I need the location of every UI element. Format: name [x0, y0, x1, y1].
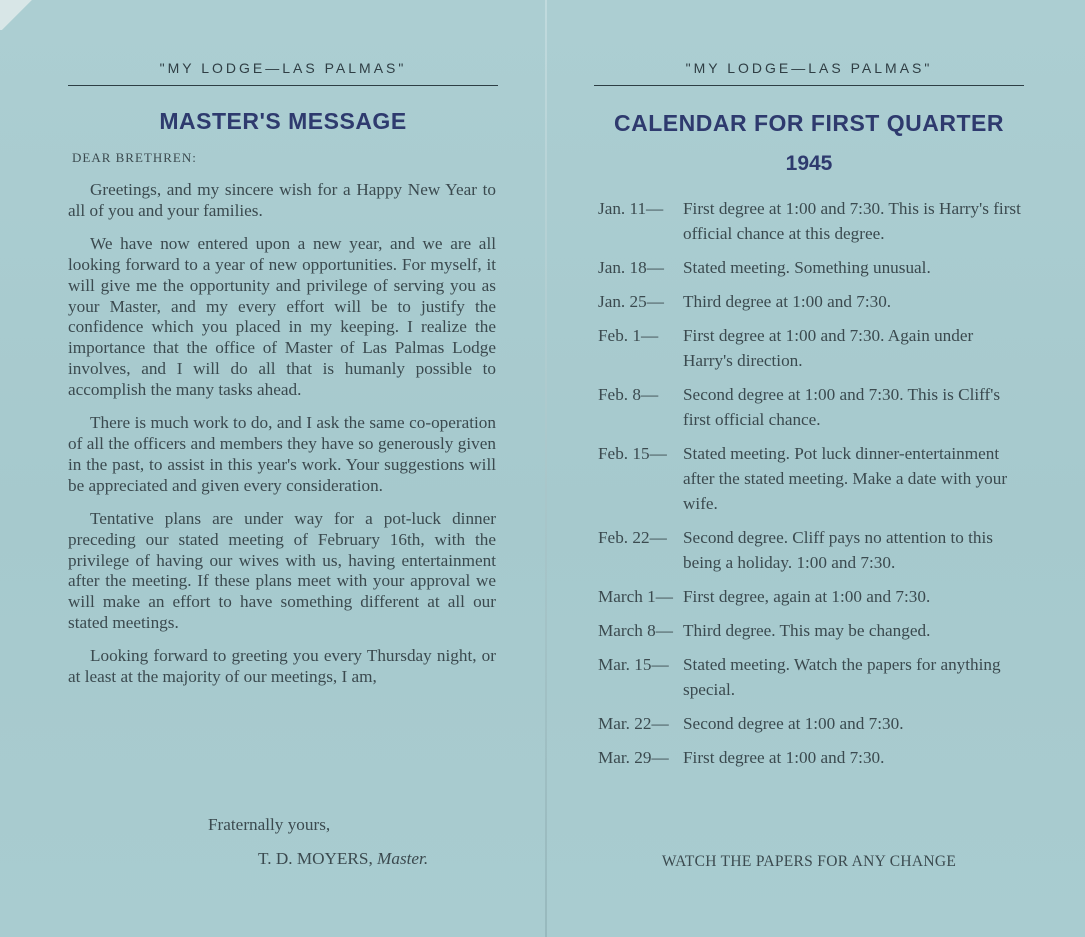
entry-date: Jan. 18— — [598, 258, 664, 277]
lodge-header: "MY LODGE—LAS PALMAS" — [685, 60, 933, 76]
entry-date: Mar. 29— — [598, 748, 669, 767]
entry-text: First degree at 1:00 and 7:30. — [683, 748, 885, 767]
header-rule — [594, 85, 1024, 86]
entry-date: Feb. 15— — [598, 444, 667, 463]
calendar-entry — [594, 711, 1024, 736]
folded-corner — [0, 0, 40, 30]
entry-date: Feb. 22— — [598, 528, 667, 547]
entry-text: Stated meeting. Pot luck dinner-entertainment after the stated meeting. Make a date with your wife. — [683, 444, 1008, 513]
calendar-entry — [594, 323, 1024, 373]
entry-text: Second degree at 1:00 and 7:30. — [683, 714, 904, 733]
signature — [258, 849, 428, 869]
paragraph: Greetings, and my sincere wish for a Happy New Year to all of you and your families. — [68, 180, 496, 220]
calendar-title: CALENDAR FOR FIRST QUARTER — [614, 110, 1004, 136]
calendar-entry — [594, 652, 1024, 702]
salutation: DEAR BRETHREN: — [72, 150, 197, 165]
footer-note: WATCH THE PAPERS FOR ANY CHANGE — [661, 853, 957, 870]
header-rule — [68, 85, 498, 86]
entry-date: Jan. 11— — [598, 199, 664, 218]
paragraph: We have now entered upon a new year, and we are all looking forward to a year of new opportunities. For myself, it will give me the opportunity and privilege of serving you as your Master, and my every effort will be to justify the confidence which you placed in my keeping. I realize the importance that the office of Master of Las Palmas Lodge involves, and I will do all that is humanly possible to accomplish the many tasks ahead. — [68, 233, 496, 400]
calendar-entry — [594, 584, 1024, 609]
page-title: MASTER'S MESSAGE — [159, 108, 407, 134]
calendar-entry — [594, 525, 1024, 575]
calendar-list — [594, 196, 1024, 779]
entry-text: First degree at 1:00 and 7:30. Again under Harry's direction. — [683, 326, 974, 370]
calendar-entry — [594, 618, 1024, 643]
paragraph: Tentative plans are under way for a pot-luck dinner preceding our stated meeting of February 16th, with the privilege of having our wives with us, having entertainment after the meeting. If these plans meet with your approval we will make an effort to have something different at all our stated meetings. — [68, 508, 496, 633]
entry-date: Feb. 8— — [598, 385, 659, 404]
calendar-year: 1945 — [785, 152, 833, 175]
entry-date: Jan. 25— — [598, 292, 664, 311]
entry-text: Third degree at 1:00 and 7:30. — [683, 292, 892, 311]
entry-date: March 1— — [598, 587, 673, 606]
entry-text: Stated meeting. Something unusual. — [683, 258, 931, 277]
calendar-entry — [594, 196, 1024, 246]
paragraph: There is much work to do, and I ask the same co-operation of all the officers and members they have so generously given in the past, to assist in this year's work. Your suggestions will be appreciated and given every consideration. — [68, 413, 496, 495]
entry-text: Second degree. Cliff pays no attention to this being a holiday. 1:00 and 7:30. — [683, 528, 993, 572]
closing: Fraternally yours, — [208, 815, 331, 834]
entry-text: Third degree. This may be changed. — [683, 621, 931, 640]
center-fold — [545, 0, 547, 937]
message-body — [68, 180, 496, 700]
signature-title: Master. — [377, 849, 429, 868]
entry-date: March 8— — [598, 621, 673, 640]
entry-date: Mar. 22— — [598, 714, 669, 733]
entry-text: Stated meeting. Watch the papers for anything special. — [683, 655, 1001, 699]
calendar-entry — [594, 255, 1024, 280]
entry-text: First degree at 1:00 and 7:30. This is Harry's first official chance at this degree. — [683, 199, 1021, 243]
calendar-entry — [594, 289, 1024, 314]
entry-date: Feb. 1— — [598, 326, 659, 345]
calendar-entry — [594, 441, 1024, 516]
entry-date: Mar. 15— — [598, 655, 669, 674]
signature-name: T. D. MOYERS, — [258, 849, 373, 868]
entry-text: First degree, again at 1:00 and 7:30. — [683, 587, 931, 606]
paragraph: Looking forward to greeting you every Thursday night, or at least at the majority of our meetings, I am, — [68, 646, 496, 687]
entry-text: Second degree at 1:00 and 7:30. This is Cliff's first official chance. — [683, 385, 1001, 429]
lodge-header: "MY LODGE—LAS PALMAS" — [159, 60, 407, 76]
calendar-entry — [594, 382, 1024, 432]
calendar-entry — [594, 745, 1024, 770]
